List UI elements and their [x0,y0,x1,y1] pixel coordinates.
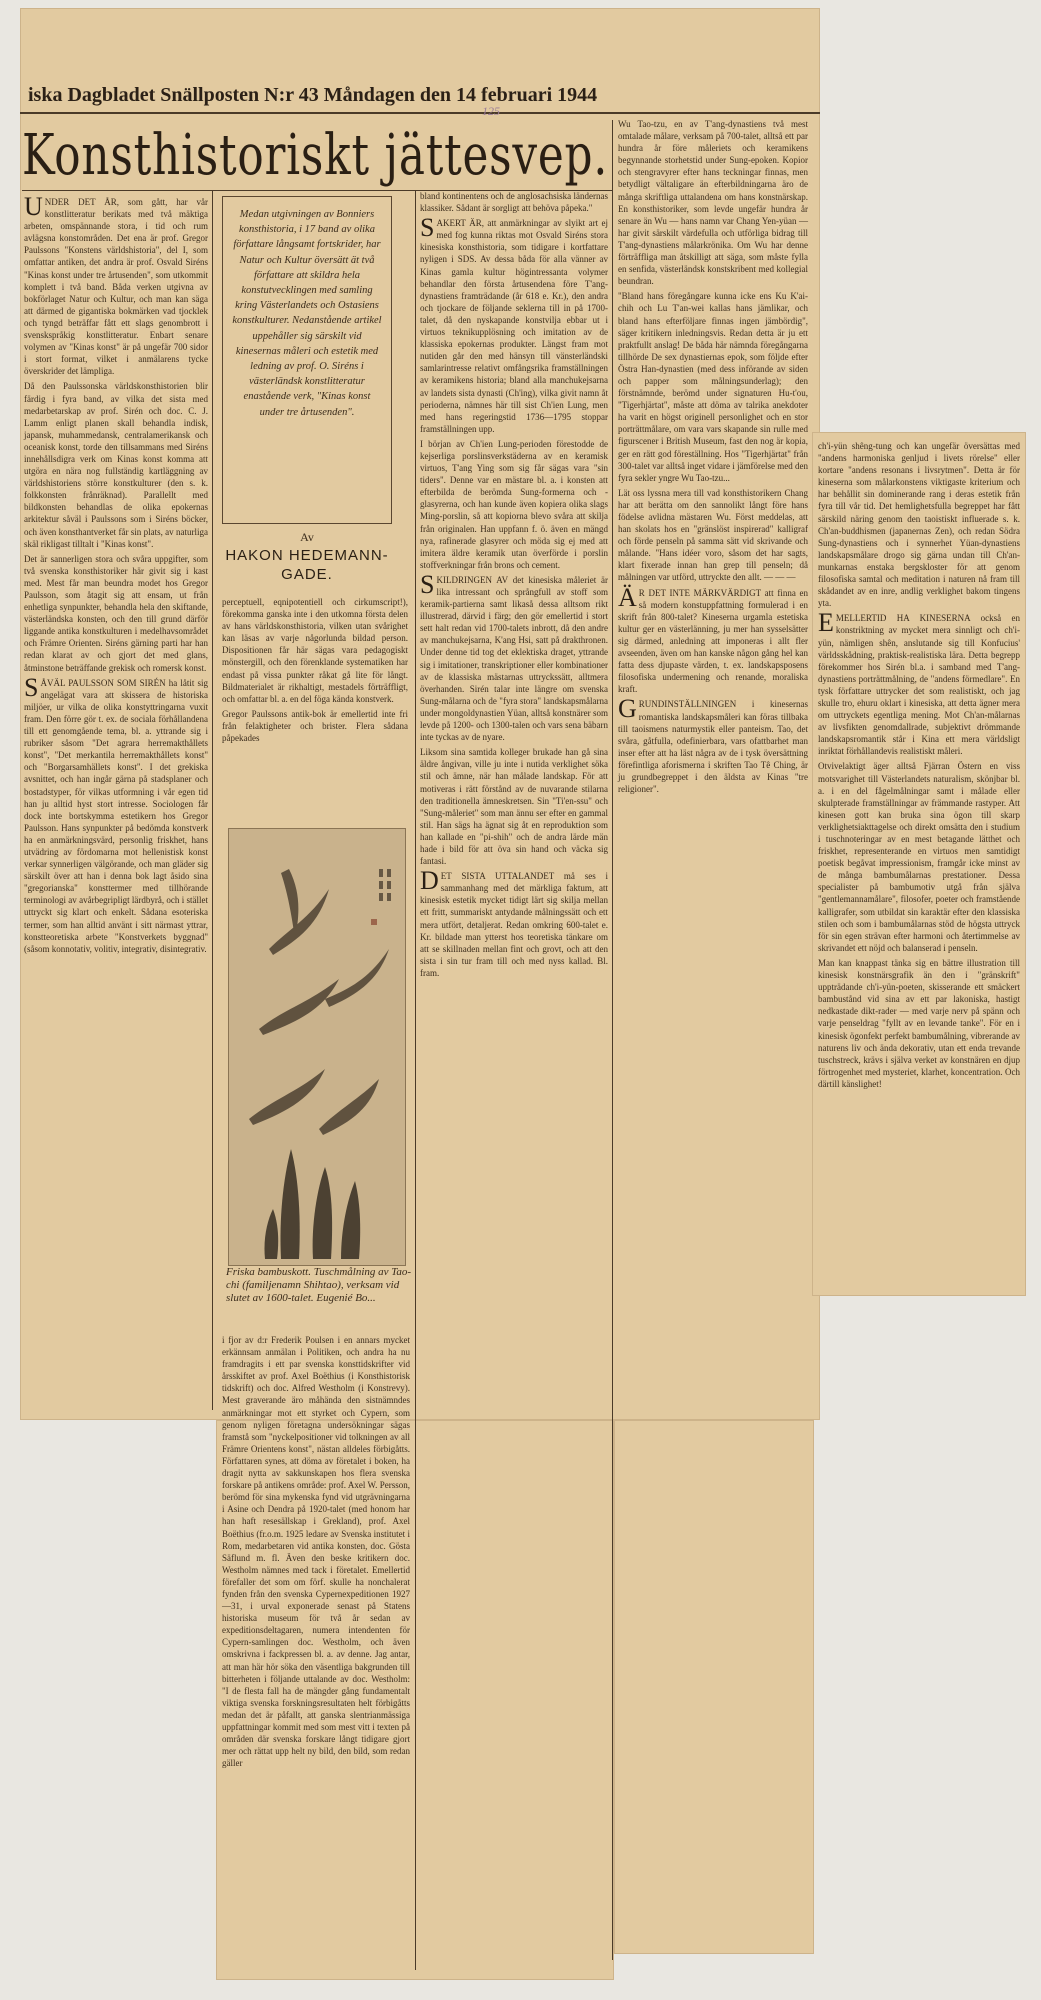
article-column-1 [24,192,208,1406]
col3-para-2: SAKERT ÄR, att anmärkningar av slyikt art ej med fog kunna riktas mot Osvald Siréns stora kinesiska konsthistoria, som tidigare i kortfattare nyligen i SDS. Av dessa båda för alla vänner av Kinas gamla kultur högintressanta volymer behandlar den första årtusendena före T'ang-dynastiens framträdande (år 618 e. Kr.), den andra och tjockare de följande seklerna till in på 1700-talet, då den nyskapande konstvilja ebbar ut i virtuos teknikupplösning och imitation av de klassiska epokernas produkter. Längst fram mot nutiden går den med hänsyn till vänsterländski samlarintresse relativt omfångsrika framställningen av keramikens historia; bland alla manchukejsarna av landets sista dynasti (Ch'ing), vilka givit namn åt perioderna, nämnes här till sist Ch'ien Lung, men med hans regeringstid 1736—1795 stoppar framställningen upp. [420,213,608,434]
col3-para-1: bland kontinentens och de anglosachsiska ländernas klassiker. Sådant är sorgligt att behöva påpeka." [420,191,608,214]
author-by: Av [300,530,314,544]
col4-para-4: ÄR DET INTE MÄRKVÄRDIGT att finna en så modern konstuppfattning formulerad i en skrift från 800-talet? Kineserna urgamla estetiska kultur ger en västerlänning, ju mer han sysselsätter sig därmed, anledning att imponeras i allt fler avseenden, även om han kanske någon gång hel kan fatta dess djupaste värden, t. ex. landskapsposens filosofiska undermening och renande, moraliska kraft. [618,582,808,695]
article-column-5 [818,440,1020,1290]
article-column-2-upper [222,596,408,822]
col5-para-2: EMELLERTID HA KINESERNA också en konstriktning av mycket mera sinnligt och ch'i-yün, nämligen shên, anslutande sig till Konfucius' världsskådning, praktisk-realistiska lära. Detta begrepp förekommer hos Sirén bl.a. i samband med T'ang-dynastiens porträttmålning, de "andens förmedlare". En tysk författare uttrycker det som realistiskt, och jag skulle tro, ehuru oklart i kinesiska, att detta ägner mera om uttryckets egentliga mening. Mot Ch'an-målarnas av livsfikten genomdallrade, subjektivt drömmande landskapsromantik står i Kina ett mera världsligt inriktat förhållandevis realistiskt måleri. [818,608,1020,757]
article-column-3 [420,190,608,1970]
headline: Konsthistoriskt jättesvep. [22,123,609,188]
col1-para-2: Då den Paulssonska världskonsthistorien blir färdig i fyra band, av vilka det sista med medarbetarskap av prof. Sirén och doc. C. J. Lamm enligt planen skall behandla indisk, japansk, muhammedansk, centralamerikansk och oceanisk konst, torde den tillsammans med Siréns innehållsdigra verk om Kinas konst komma att utgöra en nära nog fullständig kartläggning av världshistoriens större konstkulturer (den s. k. folkkonsten frånräknad). Parallellt med bildkonsten behandlas de olika epokernas arkitektur såväl i Paulssons som i Siréns böcker, och även konsthantverket får sin plats, av naturliga skäl rikligast tilltalt i "Kinas konst". [24,381,208,549]
col3-para-6: DET SISTA UTTALANDET må ses i sammanhang med det märkliga faktum, att kinesisk estetik mycket tidigt lärt sig skilja mellan ett fritt, summariskt antydande målningssätt och ett mera utfört, detaljerat. Redan omkring 600-talet e. Kr. bildade man ytterst hos teoretiska tänkare om att se skillnaden mellan fint och grovt, och att den sista i sin tur fram till och med nyss kallad. Bl. fram. [420,866,608,978]
author-name: HAKON HEDEMANN-GADE. [225,547,389,583]
col2-para-3: i fjor av d:r Frederik Poulsen i en annars mycket erkännsam anmälan i Politiken, och andra ha nu framdragits i ett par svenska konsttidskrifter vid årsskiftet av prof. Axel Boëthius (i Konsthistorisk tidskrift) och doc. Alfred Westholm (i Konstrevy). Mest graverande äro måhända den sistnämndes anmärkningar mot ett styrket och Cypern, som genom nyligen företagna undersökningar sägas framstå som "nyckelpositioner vid tolkningen av all Främre Orientens konst", nästan alldeles förbigåtts. Författaren synes, att döma av företalet i boken, ha dragit nytta av sakkunskapen hos flera svenska forskare på antikens område: prof. Axel W. Persson, berömd för sina mykenska fynd vid utgrävningarna i Asine och Dendra på 1920-talet (med honom har han haft resesällskap i Grekland), prof. Axel Boëthius (fr.o.m. 1925 ledare av Svenska institutet i Rom, medarbetaren vid antika konsten, doc. Gösta Säflund m. fl. Även den beske kritikern doc. Westholm nämnes med tack i företalet. Emellertid förefaller det som om förf. skulle ha nonchalerat fynden från den svenska Cypernexpeditionen 1927—31, i urval exponerade senast på Statens historiska museum för två år sedan av expeditionsdeltagaren, numera intendenten för Cypern-samlingen doc. Westholm, och även omskrivna i fackpressen bl. a. av denne. Jag antar, att man här hör söka den väsentliga bakgrunden till bitterheten i följande uttalande av doc. Westholm: "I de flesta fall ha de mängder gång fundamentalt viktiga svenska forskningsresultaten helt förbigåtts medan det är påfallt, att ganska slentrianmässiga uppfattningar kommit med som mest vitt i texten på områden där svenska forskare långt tidigare gjort mer och rättat upp helt ny bild, den bild, som redan gäller [222,1335,410,1769]
article-column-4 [618,118,808,1948]
col1-para-1: UNDER DET ÅR, som gått, har vår konstlitteratur berikats med två mäktiga arbeten, omspännande stora, i tid och rum avlägsna konstområden. Det ena är prof. Gregor Paulssons "Konstens världshistoria", del I, som omfattar antiken, det andra är prof. Osvald Siréns "Kinas konst under tre årtusenden", som utkommit komplett i två band. Båda verken utgivna av bokförlaget Natur och Kultur, och man kan säga att därmed de gigantiska bokmärken vad tjocklek och tyngd beträffar fått ett slags genombrott i svenskspråkig konstlitteratur. Enbart senare volymen av "Kinas konst" är på ungefär 700 sidor i stort format, vilket i anmälarens tycke överskrider det lämpliga. [24,192,208,377]
col4-para-1: Wu Tao-tzu, en av T'ang-dynastiens två mest omtalade målare, verksam på 700-talet, alltså ett par hundra år före måleriets och keramikens begynnande storhetstid under Sung-epoken. Kopior och stengravyrer efter hans teckningar finnas, men betydligt vältaligare än efterbildningarna äro de många skriftliga uttalandena om hans konstnärskap. En konsthistoriker, som levde ungefär hundra år senare än Wu — hans namn var Chang Yen-yüan — har givit särskilt värdefulla och utförliga bidrag till T'ang-dynastiens målarkrönika. Om Wu har denne förträffliga man åtskilligt att säga, som måste fylla en senfida, västerländsk konstskribent med kollegial beundran. [618,119,808,287]
col4-para-5: GRUNDINSTÄLLNINGEN i kinesernas romantiska landskapsmåleri kan föras tillbaka till taoismens naturmystik eller panteism. Tao, det svåra, gåtfulla, odefinierbara, vars ofattbarhet man inser efter att ha läst några av de i tysk översättning förefintliga aforismerna i skriften Tao Tê Ching, är ju grundbegreppet i den äldsta av Kinas "tre religioner". [618,694,808,795]
bamboo-painting-icon [229,829,405,1265]
bamboo-painting [228,828,406,1266]
col2-para-1: perceptuell, eqnipotentiell och cirkumscript!), förekomma ganska inte i den utkomna första delen av hans världskonsthistoria, vilken utan svårighet kan läsas av varje någorlunda bildad person. Dispositionen får här sägas vara pedagogiskt mönstergill, och den förenklande systematiken har endast på vissa punkter råkat gå lite för långt. Bildmaterialet är rikhaltigt, mestadels förträffligt, och omfattar bl. a. en del föga kända konstverk. [222,597,408,704]
handwritten-note: 125 [482,104,500,118]
column-rule-3 [612,120,613,1960]
masthead-rule [20,112,820,114]
column-rule-1 [212,190,213,1410]
article-column-2-lower [222,1334,410,1974]
col5-para-4: Man kan knappast tänka sig en bättre illustration till kinesisk konstnärsgrafik än den i "gränskrift" uppträdande ch'i-yün-poeten, skisserande ett smäckert bambustånd vid sina av ett par lakoniska, hastigt nedkastade dikt-rader — med varje nerv på spänn och varje penseldrag "fyllt av en levande tanke". För en i kinesisk ögonfekt perfekt bambumålning, vibrerande av naturens liv och ända dekorativ, utan ett enda trevande tuschstreck, krävs i själva verket av konstnären en djup förtrogenhet med mysteriet, klarhet, koncentration. Och därtill känslighet! [818,957,1020,1089]
masthead: iska Dagbladet Snällposten N:r 43 Måndagen den 14 februari 1944 [28,84,598,106]
column-rule-2 [415,190,416,1970]
col5-para-1: ch'i-yün shêng-tung och kan ungefär översättas med "andens harmoniska genljud i livets rörelse" eller kortare "andens resonans i livsrytmen". Detta är för kineserna som målarkonstens viktigaste kriterium och har behållit sin dominerande rang i deras estetik från fyra till vår tid. Det hemlighetsfulla begreppet har fått särskild näring genom den taoistiskt influerade s. k. Ch'an-buddhismen (japanernas Zen), och redan Södra Sung-dynastiens och i synnerhet Yüan-dynastiens landskapsmålare drogo sig gärna undan till Ch'an-munkarnas enstaka bergskloster för att genom filosofiska samtal och meditation i naturen nå fram till skådandet av en inre, andlig verklighet bakom tingens yta. [818,441,1020,609]
col5-para-3: Otvivelaktigt äger alltså Fjärran Östern en viss motsvarighet till Västerlandets naturalism, skönjbar bl. a. i en del fågelmålningar samt i målade eller skulpterade framställningar av främmande rastyper. Att kinesen gott kan bruka sina ögon till skarp verklighetsiakttagelse och direkt omsätta den i studium i tuschnoteringar av en mest betagande lätthet och friskhet, representerande en virtuos men samtidigt poetisk begåvat impressionism, framgår icke minst av de många bambumålarnas prestationer. Dessa specialister på bambumotiv utgå från själva "gentlemannamålare", filosofer, poeter och framstående kalligrafer, som utbildat sin karaktär efter den klassiska stilen och som i bambumålarnas stöd de högsta uttryck för sin egen strävan efter harmoni och återtimmelse av skrivandet ett nöjd och balanserad i penseln. [818,761,1020,953]
col2-para-2: Gregor Paulssons antik-bok är emellertid inte fri från felaktigheter och brister. Flera sådana påpekades [222,708,408,744]
col4-para-2: "Bland hans föregångare kunna icke ens Ku K'ai-chih och Lu T'an-wei kallas hans jämlikar, och bland hans efterföljare finnas ingen jämbördig", säger kritikern inledningsvis. Redan detta är ju ett praktfullt anslag! De båda här nämnda föregångarna tillhörde De sex dynastiernas epok, som följde efter Östra Han-dynastien (med dess införande av siden och papper som målningsunderlag); den förstnämnde, berömd under signaturen Hu-t'ou, "Tigerhjärtat", måste att döma av talrika anekdoter ha varit en högst originell personlighet och en stor porträttmålare, om vara vars skapande sin rulle med figurscener i British Museum, fast den nog är kopia, ger en rätt god föreställning. Hos "Tigerhjärtat" från 300-talet var alltså inget vidare i jämförelse med den fyra sekler yngre Wu Tao-tzu... [618,291,808,483]
col3-para-3: I början av Ch'ien Lung-perioden förestodde de kejserliga porslinsverkstäderna av en keramisk virtuos, T'ang Ying som sig får sägas vara "sin tiders". Denne var en mästare bl. a. i konsten att efterbilda de berömda Sung-formerna och -glasyrerna, och han kunde även kopiera olika slags Ming-porslin, så att kopiorna blevo svåra att skilja från originalen. Han uppfann f. ö. även en mängd nya, rafinerade glasyrer och möda sig ej med att imitera äldre keramik utan överförde i porslin stoffverkningar från brons och cement. [420,438,608,570]
col3-para-4: SKILDRINGEN AV det kinesiska måleriet är lika intressant och språngfull av stoff som keramik-partierna samt likaså dessa alltsom rikt illustrerad, därvid i färg; den gör emellertid i stort sett halt redan vid 1700-talets inbrott, då den andre av manchukejsarna, K'ang Hsi, satt på drakthronen. Under denne tid tog det eklektiska draget, yttrande sig i imitationer, transkriptioner eller kombinationer av de klassiska mästarnas uttryckssätt, alltmera överhanden. Sirén talar inte längre om svenska Sung-målarna och de "fyra stora" landskapsmålarna under mongoldynastien Yüan, alltså konstnärer som levde på 1200- och 1300-talen och vars sena bäbarn inte tyckas av de nyare. [420,569,608,743]
intro-text: Medan utgivningen av Bonniers konsthistoria, i 17 band av olika författare långsamt fortskrider, har Natur och Kultur översätt ät två författare att skildra hela konstutvecklingen med samling kring Västerlandets och Ostasiens konstkulturer. Nedanstående artikel uppehåller sig särskilt vid kinesernas måleri och estetik med ledning av prof. O. Siréns i västerländsk konstlitteratur enastående verk, "Kinas konst under tre årtusenden". [232,209,382,418]
col4-para-3: Lät oss lyssna mera till vad konsthistorikern Chang har att berätta om den sannolikt långt före hans födelse avlidna mästaren Wu. Först meddelas, att han skolats hos en "gränslöst inspirerad" kalligraf och förde penseln på samma sätt vid skrivande och målande. "Hans idéer voro, såsom det har sagts, klart fixerade innan han grep till penseln; då målningen var utförd, uttryckte den allt. — — — [618,487,808,583]
col1-para-3: Det är sannerligen stora och svåra uppgifter, som två svenska konsthistoriker här givit sig i kast med. Mest får man beundra modet hos Gregor Paulsson, som åtagit sig att ensam, ut från enhetliga synpunkter, behandla hela den skiftande, västerländska konsten, och den till grund därför liggande antika konstkulturen i medelhavsområdet och Främre Orienten. Siréns gärning parti har han redan klarat av och gjort det med glans, åtminstone beträffande grekisk och romersk konst. [24,553,208,673]
col1-para-4: SÅVÄL PAULSSON SOM SIRÉN ha låtit sig angelägat vara att skissera de historiska miljöer, ur vilka de olika konstyttringarna vuxit fram. Den förre gör t. ex. de sociala förhållandena till ett genomgående tema, bl. a. yttrande sig i rubriker såsom "Det agrara herremakthållets konst", "Det merkantila herremakthållets konst" och "Borgarsamhällets konst". I det grekiska avsnittet, och han ingår gärna på stadsplaner och bostadstyper, för vilkas utformning i vår egen tid han ju alltid hyst stort intresse. Sociologen får dock inte bortskymma estetikern hos Gregor Paulsson. Hans synpunkter på bedömda konstverk ha en anmärkningsvärd, personlig friskhet, hans utvädring av fördomarna mot hellenistisk konst verkar synnerligen välgörande, och man gläder sig särskilt över att han i denna bok lagt åsido sina "gregorianska" konsttermer med tillhörande terminologi av avårbegripligt lärdbyrå, och i stället uttryckt sig klart och enkelt. Sådana esoteriska termer, som han alltid använt i sitt närmast yttrar, konstteoretiska arbete "Konstverkets byggnad" (såsom konnotativ, volitiv, integrativ, disintegrativ. [24,672,208,954]
col3-para-5: Liksom sina samtida kolleger brukade han gå sina äldre ångivan, ville ju inte i nutida verklighet söka stil och ämne, när han målade landskap. För att motiveras i rätt förstånd av de nuvarande stilarna den traditionella ämneskretsen. Sin "Ti'en-ssu" och "Sung-måleriet" som man ännu ser efter en gammal stil. Han sägs ha ägnat sig åt en reproduktion som han kallade en "pi-shih" och de andra lärde män hade i bild för att öva sin hand och väcka sig fantasi. [420,747,608,867]
intro-box [222,196,392,524]
painting-caption: Friska bambuskott. Tuschmålning av Tao-chi (familjenamn Shihtao), verksam vid slutet av 1600-talet. Eugenié Bo... [226,1266,412,1304]
